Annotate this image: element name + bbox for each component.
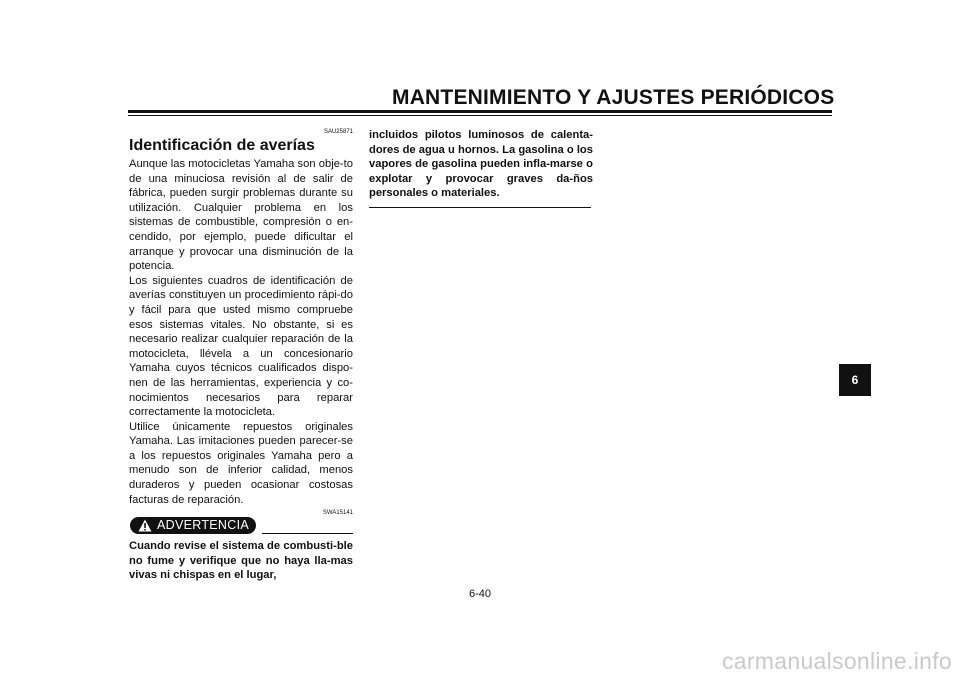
chapter-tab: 6 — [839, 364, 871, 396]
warning-code: SWA15141 — [322, 510, 353, 517]
warning-header — [129, 509, 353, 535]
watermark: carmanualsonline.info — [721, 648, 952, 674]
page-header-title: MANTENIMIENTO Y AJUSTES PERIÓDICOS — [392, 86, 835, 109]
section-code: SAU25871 — [323, 129, 353, 135]
header-rule — [128, 110, 832, 113]
right-column — [369, 128, 593, 208]
section-title: Identificación de averías — [129, 137, 315, 154]
left-column — [129, 128, 353, 583]
warning-triangle-icon — [138, 519, 152, 532]
paragraph-2: Los siguientes cuadros de identificación de averías constituyen un procedimiento rápi-do y fácil para que usted mismo compruebe esos sistemas vitales. No obstante, si es necesario realizar cualquier reparación de la motocicleta, llévela a un concesionario Yamaha cuyos técnicos cualificados dispo-nen de las herramientas, experiencia y co-nocimientos necesarios para reparar correctamente la motocicleta. — [129, 274, 353, 419]
warning-end-rule — [369, 207, 591, 208]
warning-text-right: incluidos pilotos luminosos de calenta-dores de agua u hornos. La gasolina o los vapores de gasolina pueden infla-marse o explotar y provocar graves da-ños personales o materiales. — [369, 129, 593, 200]
paragraph-1: Aunque las motocicletas Yamaha son obje-to de una minuciosa revisión al de salir de fábrica, pueden surgir problemas durante su utilización. Cualquier problema en los sistemas de combustible, compresión o en-cendido, por ejemplo, puede dificultar el arranque y provocar una disminución de la potencia. — [129, 158, 353, 273]
header-rule-thin — [128, 115, 832, 116]
page-number: 6-40 — [468, 588, 492, 600]
warning-rule — [262, 533, 353, 534]
warning-label: ADVERTENCIA — [157, 518, 249, 533]
paragraph-3: Utilice únicamente repuestos originales Yamaha. Las imitaciones pueden parecer-se a los repuestos originales Yamaha pero a menudo son de inferior calidad, menos duraderos y pueden ocasionar costosas facturas de reparación. — [129, 420, 353, 506]
warning-text-left: Cuando revise el sistema de combusti-ble no fume y verifique que no haya lla-mas vivas ni chispas en el lugar, — [129, 540, 353, 582]
warning-badge — [130, 517, 256, 534]
